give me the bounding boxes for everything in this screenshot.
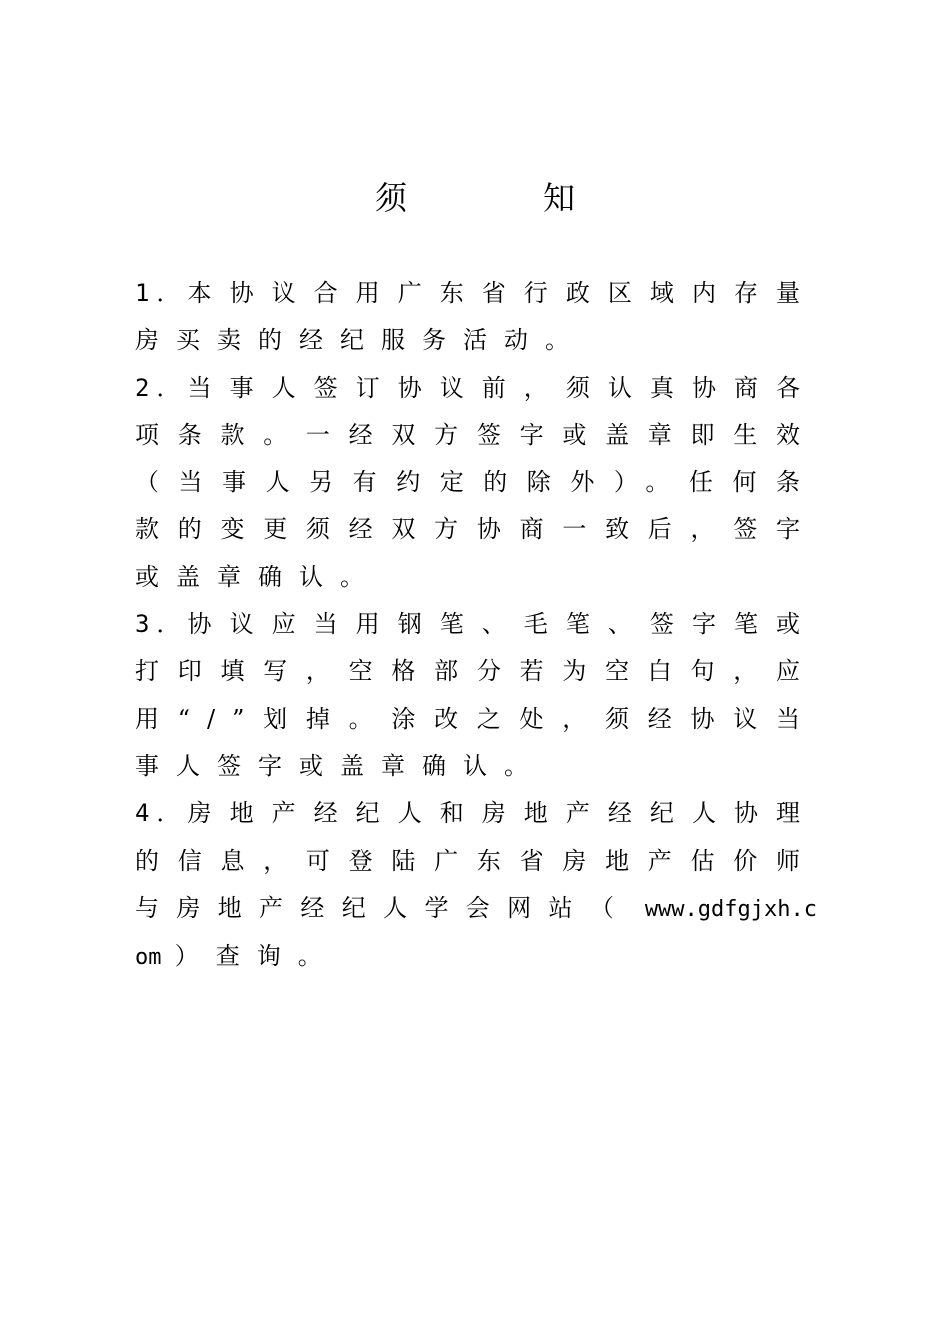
notice-item-4	[135, 790, 817, 981]
notice-item-text: 房地产经纪人和房地产经纪人协理的信息，可登陆广东省房地产估价师与房地产经纪人学会网站（	[135, 799, 818, 922]
notice-item-number: 3．	[135, 610, 188, 639]
notice-list	[135, 270, 817, 981]
notice-item-text: 本协议合用广东省行政区域内存量房买卖的经纪服务活动。	[135, 279, 818, 355]
notice-item-number: 4．	[135, 799, 188, 828]
notice-item-text-end: ）查询。	[174, 942, 339, 971]
website-url: www.gdfgjxh.com	[135, 896, 818, 971]
notice-item-1	[135, 270, 817, 365]
page-title: 须 知	[374, 179, 627, 217]
notice-item-number: 1．	[135, 279, 188, 307]
notice-item-text: 当事人签订协议前，须认真协商各项条款。一经双方签字或盖章即生效（当事人另有约定的除外）。任何条款的变更须经双方协商一致后，签字或盖章确认。	[135, 373, 818, 591]
notice-item-3	[135, 601, 817, 790]
notice-item-2	[135, 365, 817, 601]
notice-item-number: 2．	[135, 373, 188, 402]
notice-item-text: 协议应当用钢笔、毛笔、签字笔或打印填写，空格部分若为空白句，应用“/”划掉。涂改之处，须经协议当事人签字或盖章确认。	[135, 610, 818, 780]
